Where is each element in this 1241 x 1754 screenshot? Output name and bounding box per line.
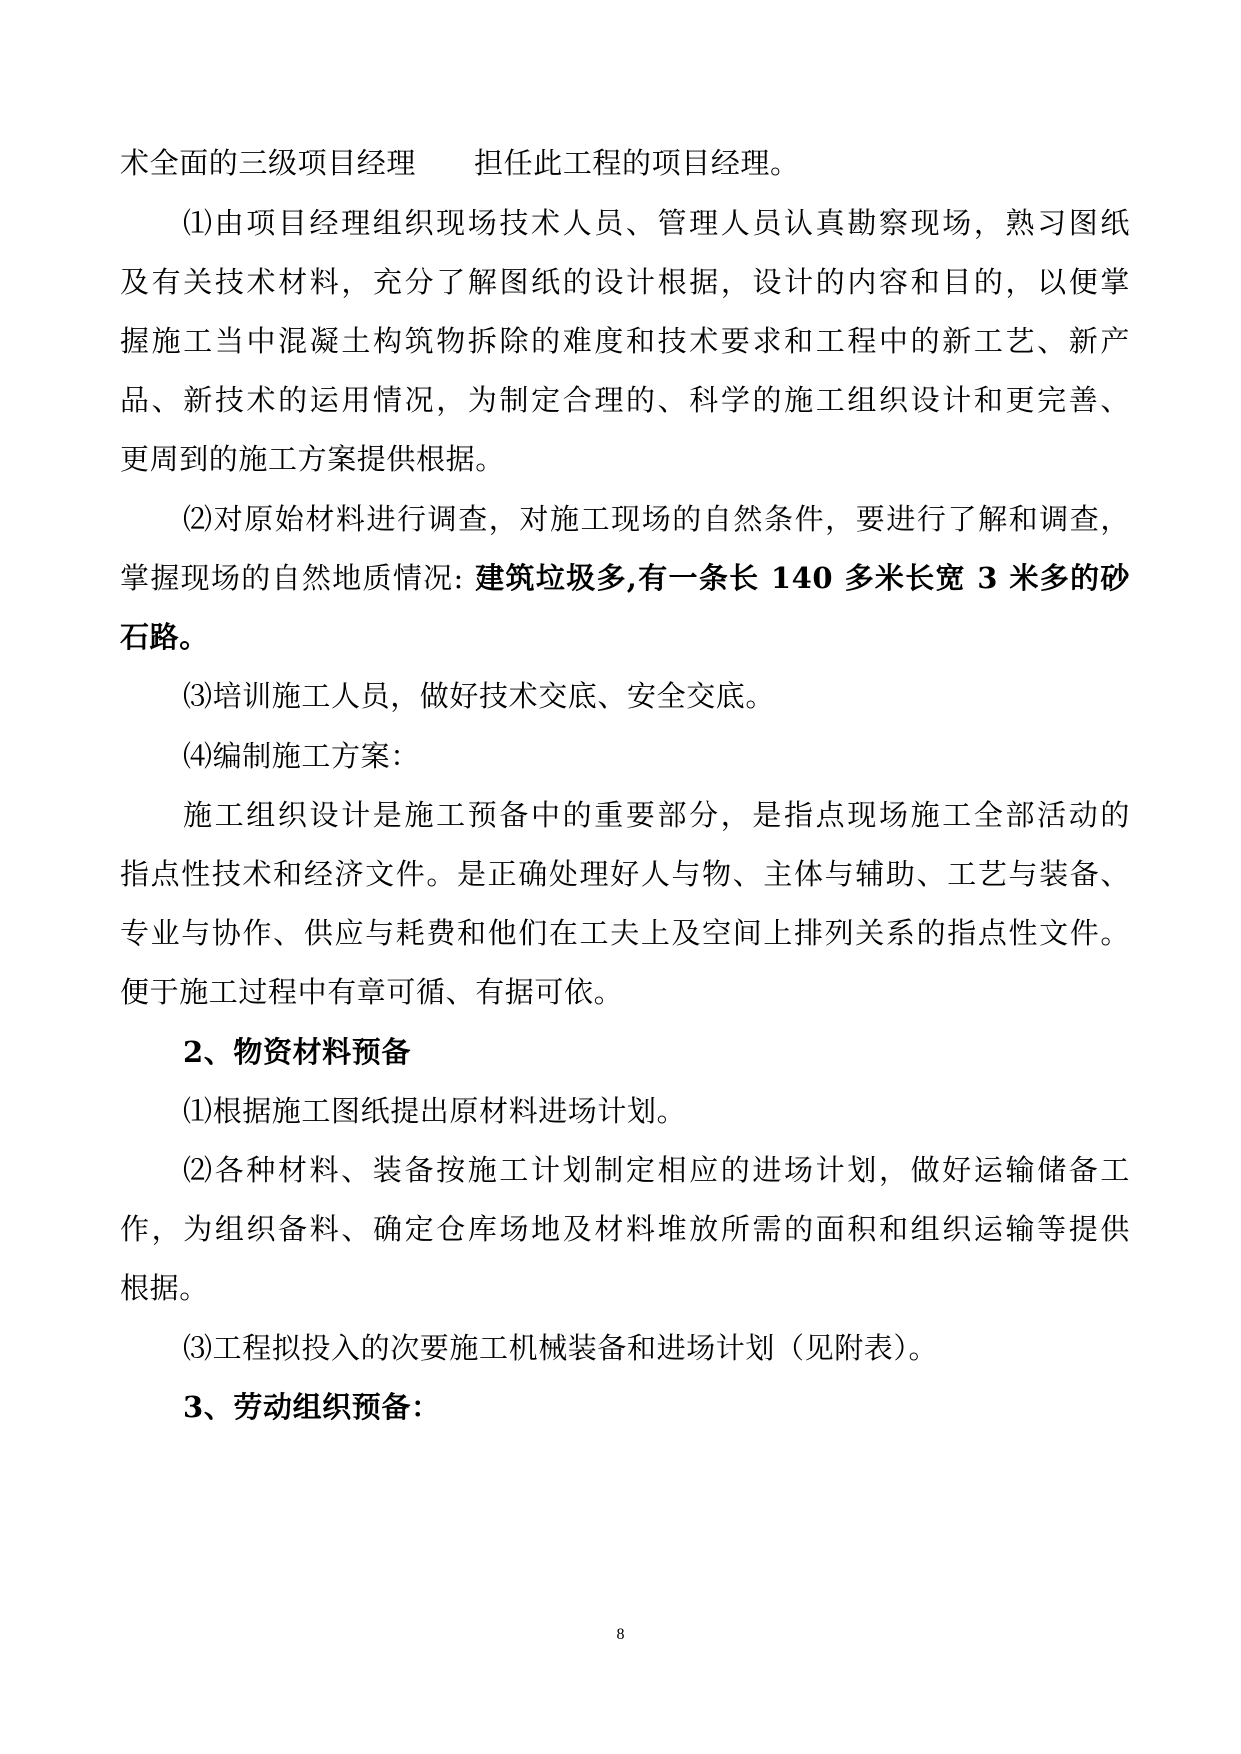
section-heading: 3、劳动组织预备：	[183, 1390, 441, 1424]
text-segment: 担任此工程的项目经理。	[474, 146, 800, 180]
paragraph-line: ⑵对原始材料进行调查，对施工现场的自然条件，要进行了解和调查，	[183, 502, 1130, 536]
paragraph-line: 指点性技术和经济文件。是正确处理好人与物、主体与辅助、工艺与装备、	[120, 857, 1130, 891]
emphasized-text: 建筑垃圾多,有一条长 140 多米长宽 3 米多的砂	[463, 561, 1130, 595]
paragraph-line: ⑶培训施工人员，做好技术交底、安全交底。	[183, 679, 776, 713]
text-segment: 术全面的三级项目经理	[120, 146, 417, 180]
page-number: 8	[616, 1626, 625, 1643]
paragraph-line	[120, 558, 1130, 598]
paragraph-line: 品、新技术的运用情况，为制定合理的、科学的施工组织设计和更完善、	[120, 383, 1130, 417]
paragraph-line: 根据。	[120, 1271, 209, 1305]
section-heading: 2、物资材料预备	[183, 1035, 411, 1069]
paragraph-line: 施工组织设计是施工预备中的重要部分，是指点现场施工全部活动的	[183, 798, 1130, 832]
paragraph-line: 作，为组织备料、确定仓库场地及材料堆放所需的面积和组织运输等提供	[120, 1212, 1130, 1246]
paragraph-line: 握施工当中混凝土构筑物拆除的难度和技术要求和工程中的新工艺、新产	[120, 324, 1130, 358]
paragraph-line: ⑴根据施工图纸提出原材料进场计划。	[183, 1094, 687, 1128]
paragraph-line: 便于施工过程中有章可循、有据可依。	[120, 975, 624, 1009]
paragraph-line: 石路。	[120, 620, 209, 654]
paragraph-line: ⑷编制施工方案：	[183, 739, 420, 773]
paragraph-line: ⑶工程拟投入的次要施工机械装备和进场计划（见附表）。	[183, 1331, 939, 1365]
paragraph-line: 专业与协作、供应与耗费和他们在工夫上及空间上排列关系的指点性文件。	[120, 916, 1130, 950]
paragraph-line: 更周到的施工方案提供根据。	[120, 442, 505, 476]
paragraph-line	[120, 143, 1130, 183]
paragraph-line: ⑴由项目经理组织现场技术人员、管理人员认真勘察现场，熟习图纸	[183, 206, 1130, 240]
paragraph-line: 及有关技术材料，充分了解图纸的设计根据，设计的内容和目的，以便掌	[120, 265, 1130, 299]
paragraph-line: ⑵各种材料、装备按施工计划制定相应的进场计划，做好运输储备工	[183, 1153, 1130, 1187]
text-segment: 掌握现场的自然地质情况:	[120, 561, 464, 595]
